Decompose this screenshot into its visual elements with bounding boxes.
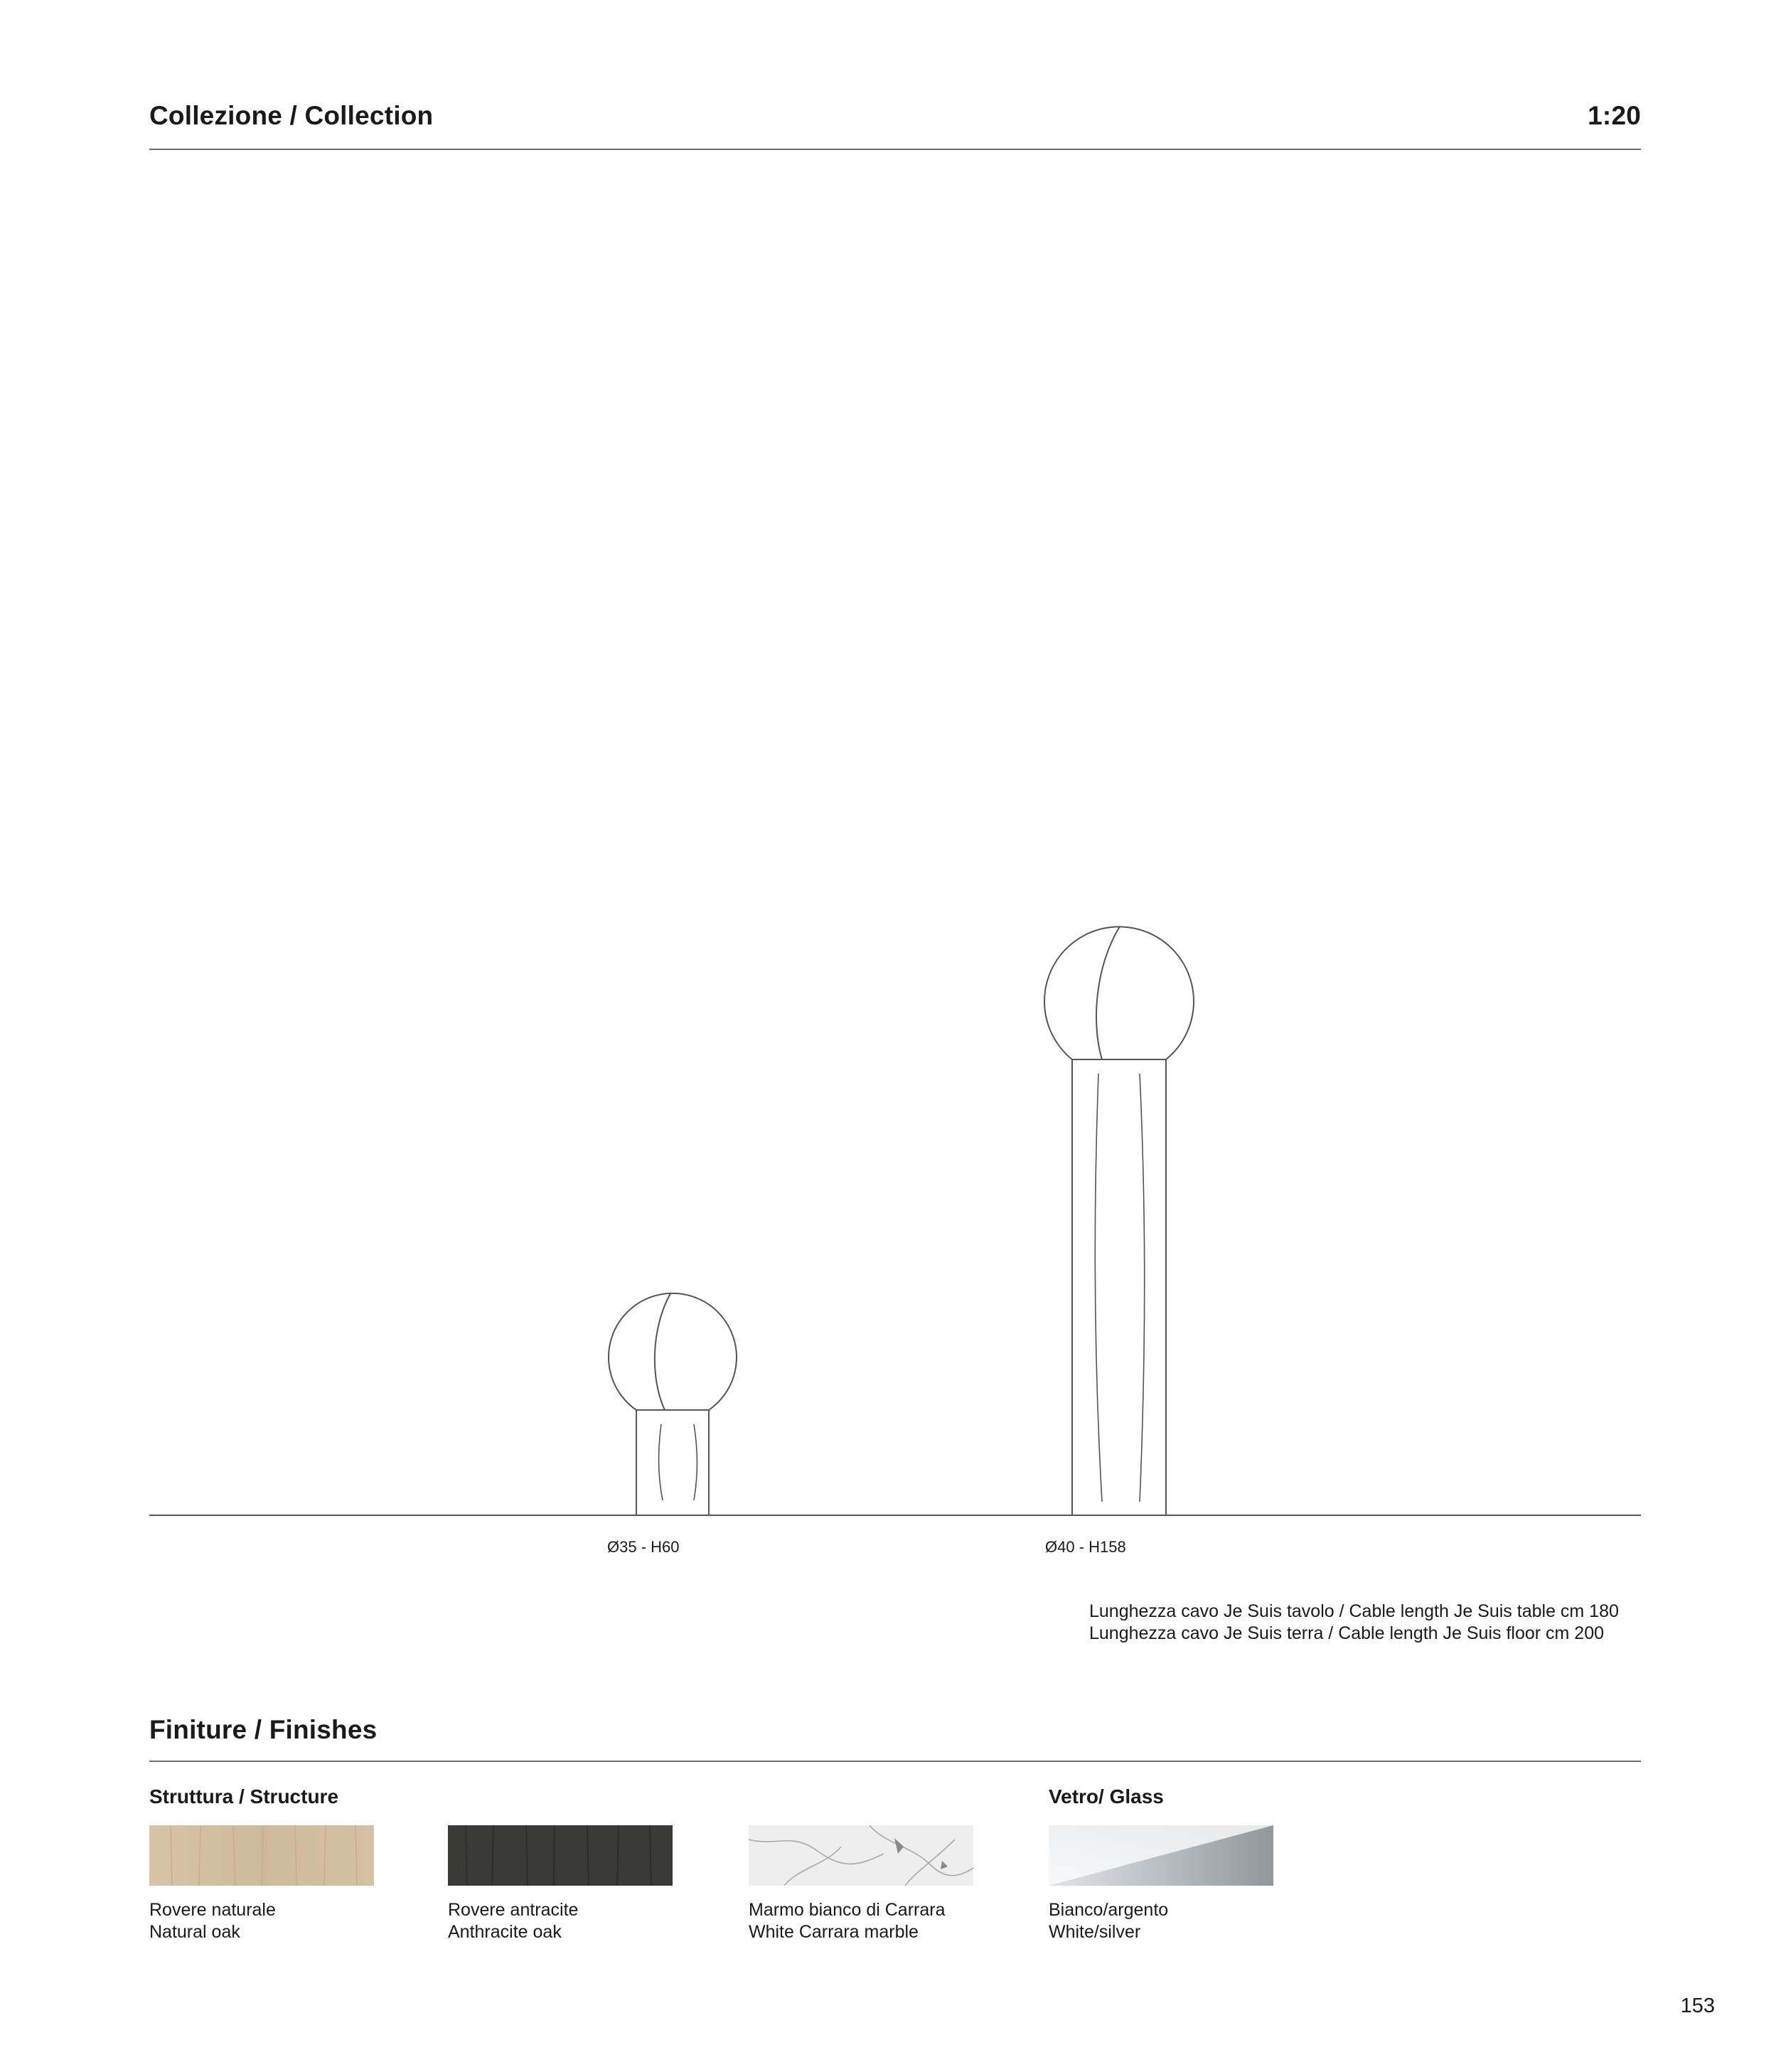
page-number: 153 [1680,1994,1715,2017]
carrara-marble-swatch [749,1825,973,1886]
finishes-title: Finiture / Finishes [149,1715,378,1744]
structure-heading: Struttura / Structure [149,1785,339,1807]
carrara-marble-label-it: Marmo bianco di Carrara [749,1900,946,1920]
floor-lamp-outline [1044,926,1194,1515]
natural-oak-label [149,1899,276,1943]
cable-notes [1089,1601,1619,1645]
floor-lamp-dimension: Ø40 - H158 [1045,1538,1126,1556]
glass-heading: Vetro/ Glass [1049,1785,1164,1807]
natural-oak-label-en: Natural oak [149,1922,240,1942]
white-silver-label-it: Bianco/argento [1049,1900,1169,1920]
natural-oak-swatch [149,1825,374,1886]
natural-oak-label-it: Rovere naturale [149,1900,276,1920]
finishes-divider [149,1761,1641,1762]
scale-label: 1:20 [1588,101,1641,130]
anthracite-oak-label [448,1899,578,1943]
collection-title: Collezione / Collection [149,101,434,130]
carrara-marble-label [749,1899,946,1943]
anthracite-oak-label-it: Rovere antracite [448,1900,579,1920]
white-silver-glass-swatch [1049,1825,1273,1886]
carrara-marble-label-en: White Carrara marble [749,1922,919,1942]
white-silver-label [1049,1899,1168,1943]
white-silver-label-en: White/silver [1049,1922,1141,1942]
anthracite-oak-swatch [448,1825,673,1886]
anthracite-oak-label-en: Anthracite oak [448,1922,562,1942]
cable-note-table: Lunghezza cavo Je Suis tavolo / Cable length Je Suis table cm 180 [1089,1601,1619,1621]
table-lamp-outline [609,1293,737,1515]
table-lamp-dimension: Ø35 - H60 [607,1538,680,1556]
cable-note-floor: Lunghezza cavo Je Suis terra / Cable length Je Suis floor cm 200 [1089,1623,1605,1643]
